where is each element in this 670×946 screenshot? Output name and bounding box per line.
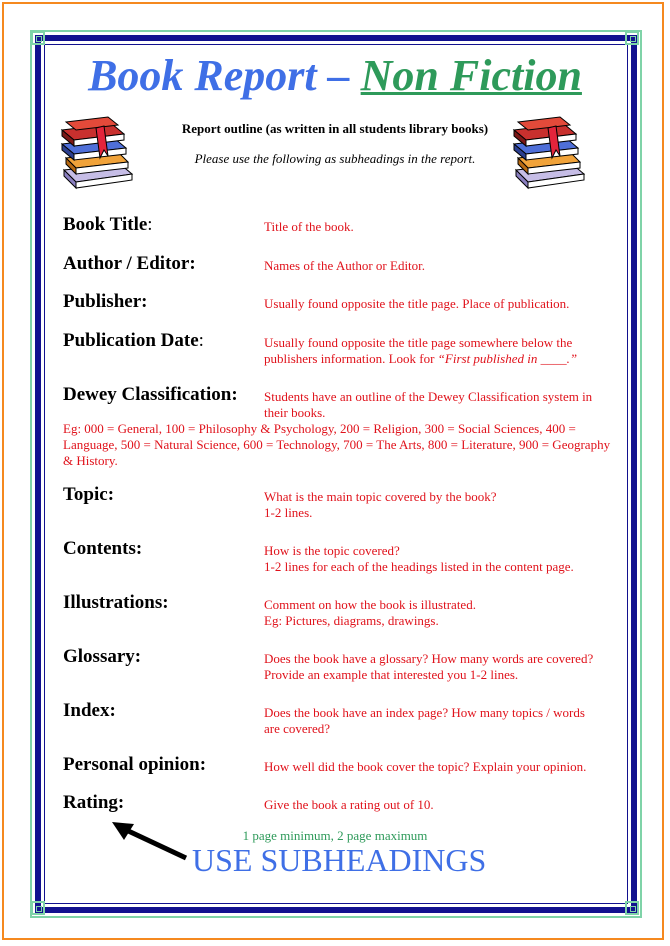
- frame-corner-top-right: [625, 31, 639, 45]
- title-main: Book Report –: [88, 51, 361, 100]
- book-title-description: Title of the book.: [264, 219, 354, 234]
- publication-date-description: Usually found opposite the title page somewhere below the publishers information. Look for “First published in ____.”: [264, 335, 578, 366]
- rating-heading: Rating:: [63, 792, 125, 813]
- books-stack-icon: [510, 114, 590, 190]
- index-description: Does the book have an index page? How many topics / words are covered?: [264, 705, 585, 736]
- dewey-heading: Dewey Classification:: [63, 384, 238, 405]
- books-stack-icon: [58, 114, 138, 190]
- page-title: [0, 50, 670, 101]
- author-description: Names of the Author or Editor.: [264, 258, 426, 273]
- publisher-description: Usually found opposite the title page. Place of publication.: [264, 296, 570, 311]
- topic-description: What is the main topic covered by the book? 1-2 lines.: [264, 489, 497, 520]
- contents-description: How is the topic covered? 1-2 lines for each of the headings listed in the content page.: [264, 543, 574, 574]
- arrow-icon: [108, 818, 190, 862]
- use-subheadings-callout: USE SUBHEADINGS: [192, 842, 487, 878]
- illustrations-heading: Illustrations:: [63, 592, 169, 613]
- author-heading: Author / Editor:: [63, 253, 196, 274]
- glossary-heading: Glossary:: [63, 646, 142, 667]
- subheading-instruction: Please use the following as subheadings in the report.: [194, 151, 476, 166]
- page-length-note: 1 page minimum, 2 page maximum: [242, 828, 428, 843]
- illustrations-description: Comment on how the book is illustrated. Eg: Pictures, diagrams, drawings.: [264, 597, 476, 628]
- contents-heading: Contents:: [63, 538, 143, 559]
- personal-opinion-description: How well did the book cover the topic? Explain your opinion.: [264, 759, 587, 774]
- frame-corner-bottom-left: [31, 901, 45, 915]
- report-outline-note: Report outline (as written in all students library books): [181, 121, 489, 136]
- personal-opinion-heading: Personal opinion:: [63, 754, 207, 775]
- rating-description: Give the book a rating out of 10.: [264, 797, 434, 812]
- book-title-heading: Book Title:: [63, 214, 153, 235]
- dewey-description: Students have an outline of the Dewey Classification system in their books.: [264, 389, 593, 420]
- frame-corner-top-left: [31, 31, 45, 45]
- title-emphasis: Non Fiction: [360, 51, 582, 100]
- frame-corner-bottom-right: [625, 901, 639, 915]
- dewey-example: Eg: 000 = General, 100 = Philosophy & Psychology, 200 = Religion, 300 = Social Sciences, 400 = Language, 500 = Natural Science, 600 = Technology, 700 = The Arts, 800 = Literature, 900 = Geography & History.: [63, 421, 611, 468]
- publication-date-heading: Publication Date:: [63, 330, 204, 351]
- glossary-description: Does the book have a glossary? How many words are covered? Provide an example that interested you 1-2 lines.: [264, 651, 594, 682]
- publisher-heading: Publisher:: [63, 291, 148, 312]
- index-heading: Index:: [63, 700, 116, 721]
- topic-heading: Topic:: [63, 484, 115, 505]
